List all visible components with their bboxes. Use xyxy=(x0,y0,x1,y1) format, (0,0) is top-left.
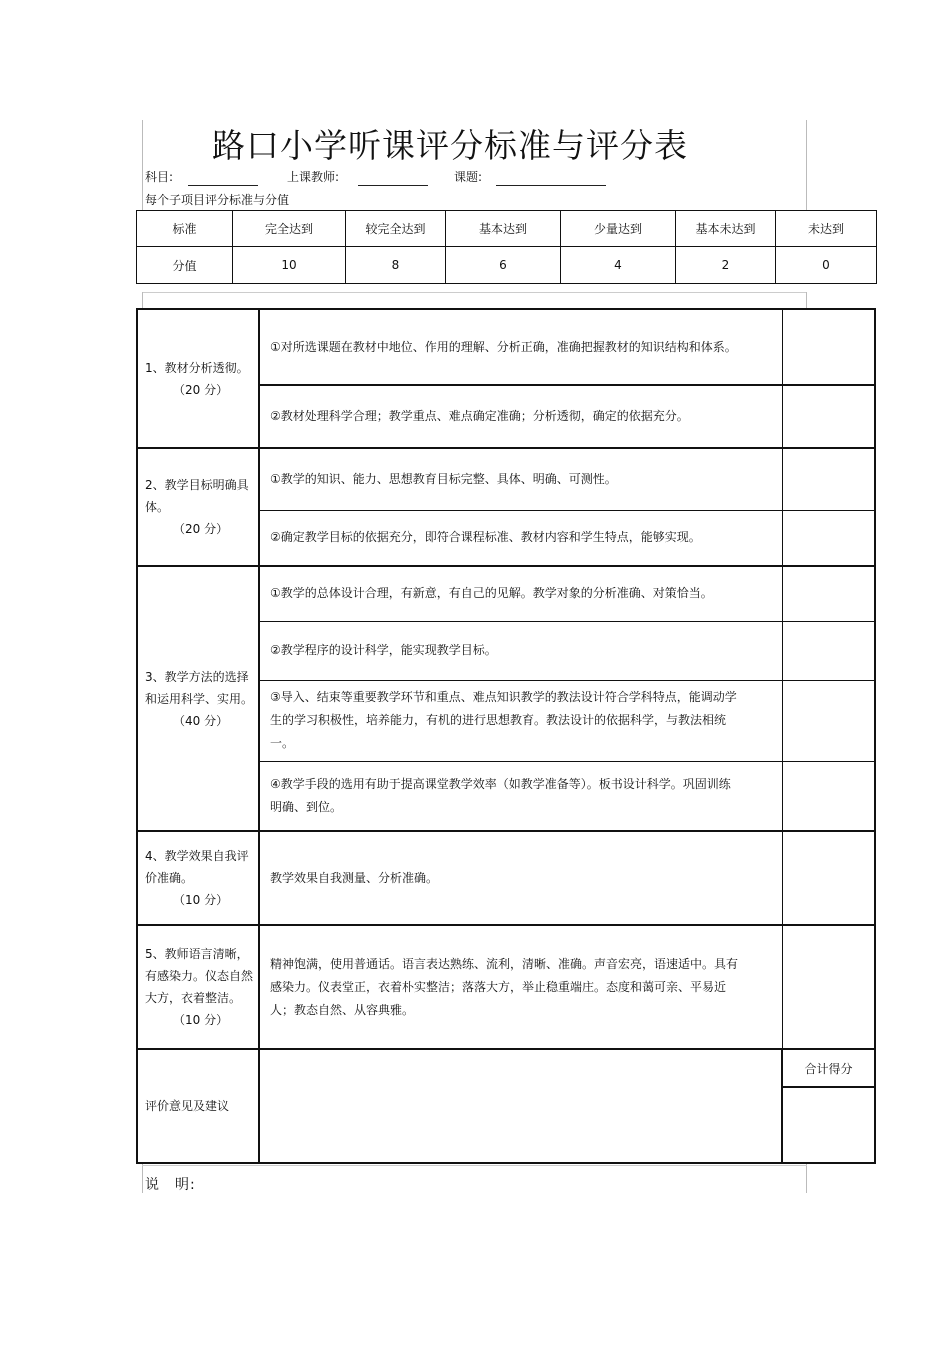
frame-line-right-2 xyxy=(806,292,807,308)
topic-field[interactable] xyxy=(496,185,606,186)
table-row xyxy=(137,448,875,510)
category-cell-4 xyxy=(137,831,259,925)
score-cell: 10 xyxy=(233,247,346,284)
table-row xyxy=(137,1049,875,1087)
criterion-text: ①教学的总体设计合理，有新意，有自己的见解。教学对象的分析准确、对策恰当。 xyxy=(270,586,713,601)
criterion-cell xyxy=(259,448,782,510)
evaluation-table xyxy=(136,308,876,1164)
score-input-cell[interactable] xyxy=(782,680,875,761)
criterion-text: 教学效果自我测量、分析准确。 xyxy=(270,870,439,885)
category-points: （40 分） xyxy=(173,713,229,728)
score-input-cell[interactable] xyxy=(782,761,875,831)
standards-table xyxy=(136,210,877,284)
score-cell: 0 xyxy=(776,247,877,284)
page-title: 路口小学听课评分标准与评分表 xyxy=(212,126,688,165)
category-points: （20 分） xyxy=(173,522,229,536)
score-input-cell[interactable] xyxy=(782,385,875,448)
criterion-text: ②教学程序的设计科学，能实现教学目标。 xyxy=(270,643,497,657)
category-cell-5 xyxy=(137,925,259,1049)
score-input-cell[interactable] xyxy=(782,309,875,385)
scoring-note: 每个子项目评分标准与分值 xyxy=(145,193,290,207)
criterion-text: ①教学的知识、能力、思想教育目标完整、具体、明确、可测性。 xyxy=(270,471,617,486)
table-row xyxy=(137,309,875,385)
category-name: 3、教学方法的选择和运用科学、实用。 xyxy=(145,669,254,706)
score-cell: 6 xyxy=(446,247,561,284)
criterion-cell xyxy=(259,566,782,621)
topic-label: 课题: xyxy=(454,170,483,184)
footer-note: 说 明: xyxy=(145,1177,196,1193)
category-cell-2 xyxy=(137,448,259,566)
table-row xyxy=(137,831,875,925)
criterion-text: ④教学手段的选用有助于提高课堂教学效率（如教学准备等）。板书设计科学。巩固训练明确、到位。 xyxy=(270,776,731,814)
category-cell-3 xyxy=(137,566,259,831)
category-name: 2、教学目标明确具体。 xyxy=(145,478,249,514)
score-input-cell[interactable] xyxy=(782,621,875,680)
criterion-text: ③导入、结束等重要教学环节和重点、难点知识教学的教法设计符合学科特点，能调动学生的学习积极性，培养能力，有机的进行思想教育。教法设计的依据科学，与教法相统一。 xyxy=(270,690,737,750)
criterion-cell xyxy=(259,385,782,448)
category-name: 4、教学效果自我评价准确。 xyxy=(145,849,249,885)
category-points: （10 分） xyxy=(173,1013,229,1027)
frame-line-left-2 xyxy=(142,292,143,308)
score-cell: 2 xyxy=(676,247,776,284)
criterion-cell xyxy=(259,621,782,680)
score-cell: 8 xyxy=(346,247,446,284)
score-input-cell[interactable] xyxy=(782,566,875,621)
criterion-text: ②确定教学目标的依据充分，即符合课程标准、教材内容和学生特点，能够实现。 xyxy=(270,530,701,545)
score-input-cell[interactable] xyxy=(782,510,875,566)
frame-line-bottom xyxy=(142,1165,807,1166)
category-points: （20 分） xyxy=(173,382,229,397)
teacher-field[interactable] xyxy=(358,185,428,186)
score-input-cell[interactable] xyxy=(782,831,875,925)
standards-score-row xyxy=(137,247,877,284)
category-name: 5、教师语言清晰，有感染力。仪态自然大方，衣着整洁。 xyxy=(145,947,254,1005)
total-score-label: 合计得分 xyxy=(782,1049,875,1087)
table-row xyxy=(137,925,875,1049)
score-input-cell[interactable] xyxy=(782,925,875,1049)
teacher-label: 上课教师: xyxy=(287,170,340,184)
frame-line-right-3 xyxy=(806,1163,807,1193)
standards-level-row xyxy=(137,211,877,247)
criterion-text: ①对所选课题在教材中地位、作用的理解、分析正确，准确把握教材的知识结构和体系。 xyxy=(270,339,737,354)
level-cell: 基本达到 xyxy=(446,211,561,247)
criterion-cell xyxy=(259,309,782,385)
criterion-text: ②教材处理科学合理；教学重点、难点确定准确；分析透彻，确定的依据充分。 xyxy=(270,409,689,423)
criterion-cell xyxy=(259,761,782,831)
category-name: 1、教材分析透彻。 xyxy=(145,360,249,375)
level-cell: 完全达到 xyxy=(233,211,346,247)
score-row-label: 分值 xyxy=(137,247,233,284)
level-cell: 较完全达到 xyxy=(346,211,446,247)
category-points: （10 分） xyxy=(173,893,229,907)
total-score-input-cell[interactable] xyxy=(782,1087,875,1163)
score-cell: 4 xyxy=(561,247,676,284)
frame-line-top xyxy=(142,292,807,293)
level-cell: 少量达到 xyxy=(561,211,676,247)
criterion-cell xyxy=(259,925,782,1049)
standard-row-label: 标准 xyxy=(137,211,233,247)
criterion-cell xyxy=(259,680,782,761)
evaluation-label-cell xyxy=(137,1049,259,1163)
criterion-text: 精神饱满，使用普通话。语言表达熟练、流利，清晰、准确。声音宏亮，语速适中。具有感染力。仪表堂正，衣着朴实整洁；落落大方，举止稳重端庄。态度和蔼可亲、平易近人；教态自然、从容典雅。 xyxy=(270,956,739,1017)
subject-label: 科目: xyxy=(145,170,174,184)
level-cell: 未达到 xyxy=(776,211,877,247)
frame-line-left-3 xyxy=(142,1163,143,1193)
subject-field[interactable] xyxy=(188,185,258,186)
evaluation-label: 评价意见及建议 xyxy=(145,1099,230,1113)
category-cell-1 xyxy=(137,309,259,448)
criterion-cell xyxy=(259,831,782,925)
score-input-cell[interactable] xyxy=(782,448,875,510)
criterion-cell xyxy=(259,510,782,566)
evaluation-input-cell[interactable] xyxy=(259,1049,782,1163)
level-cell: 基本未达到 xyxy=(676,211,776,247)
table-row xyxy=(137,566,875,621)
